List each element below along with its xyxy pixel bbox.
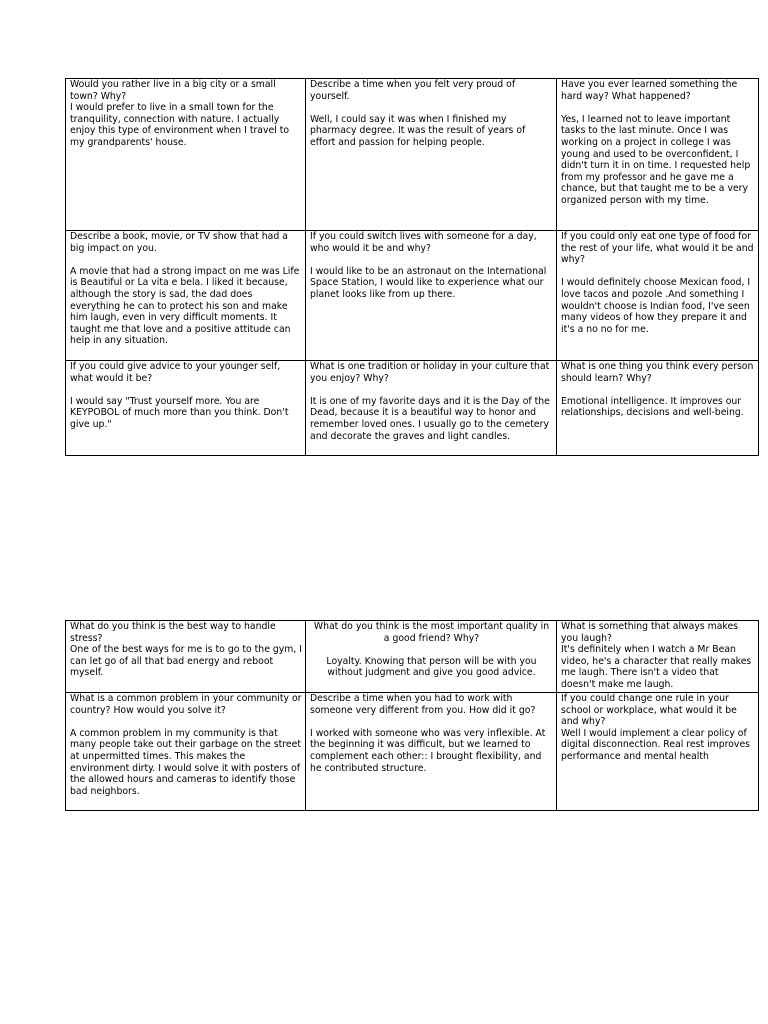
answer-text: Well I would implement a clear policy of digital disconnection. Real rest improves performance and mental health — [561, 727, 751, 762]
answer-text: Yes, I learned not to leave important tasks to the last minute. Once I was working on a project in college I was young and used to be overconfident, I didn't turn it in on time. I requested help from my professor and he gave me a chance, but that taught me to be a very organized person with my time. — [561, 113, 751, 206]
table-row — [66, 693, 759, 811]
questions-table-2 — [65, 620, 759, 811]
answer-text: A movie that had a strong impact on me was Life is Beautiful or La vita e bela. I liked it because, although the story is sad, the dad does everything he can to protect his son and make him laugh, even in very difficult moments. It taught me that love and a positive attitude can help in any situation. — [70, 265, 300, 347]
question-text: Would you rather live in a big city or a small town? Why? — [70, 79, 276, 102]
paragraph-gap — [310, 716, 553, 728]
question-text: Describe a time when you felt very proud of yourself. — [310, 79, 516, 102]
paragraph-gap — [561, 266, 755, 278]
question-text: Have you ever learned something the hard way? What happened? — [561, 79, 738, 102]
table-row — [66, 361, 759, 456]
answer-text: I would definitely choose Mexican food, I love tacos and pozole .And something I wouldn't choose is Indian food, I've seen many videos of how they prepare it and it's a no no for me. — [561, 277, 751, 335]
questions-table-1 — [65, 78, 759, 456]
question-cell — [306, 361, 557, 456]
question-cell — [557, 361, 759, 456]
paragraph-gap — [310, 384, 553, 396]
question-text: What is a common problem in your community or country? How would you solve it? — [70, 693, 302, 716]
answer-text: Well, I could say it was when I finished my pharmacy degree. It was the result of years of effort and passion for helping people. — [310, 113, 526, 148]
table-row — [66, 621, 759, 693]
paragraph-gap — [310, 254, 553, 266]
question-text: If you could only eat one type of food for the rest of your life, what would it be and why? — [561, 231, 754, 266]
paragraph-gap — [70, 716, 302, 728]
question-text: What is one thing you think every person should learn? Why? — [561, 361, 754, 384]
question-cell — [66, 693, 306, 811]
question-cell — [306, 231, 557, 361]
question-cell — [557, 79, 759, 231]
table-row — [66, 231, 759, 361]
answer-text: It is one of my favorite days and it is the Day of the Dead, because it is a beautiful way to honor and remember loved ones. I usually go to the cemetery and decorate the graves and light candles. — [310, 395, 550, 442]
question-text: What is something that always makes you laugh? — [561, 621, 739, 644]
answer-text: I would like to be an astronaut on the International Space Station, I would like to experience what our planet looks like from up there. — [310, 265, 547, 300]
answer-text: A common problem in my community is that many people take out their garbage on the street at unpermitted times. This makes the environment dirty. I would solve it with posters of the allowed hours and cameras to identify those bad neighbors. — [70, 727, 301, 797]
question-cell — [306, 693, 557, 811]
question-text: Describe a book, movie, or TV show that had a big impact on you. — [70, 231, 288, 254]
question-cell — [66, 231, 306, 361]
question-text: What do you think is the best way to handle stress? — [70, 621, 276, 644]
answer-text: One of the best ways for me is to go to the gym, I can let go of all that bad energy and reboot myself. — [70, 644, 302, 679]
paragraph-gap — [70, 384, 302, 396]
question-cell — [306, 79, 557, 231]
question-cell — [66, 621, 306, 693]
answer-text: It's definitely when I watch a Mr Bean video, he's a character that really makes me laugh. There isn't a video that doesn't make me laugh. — [561, 644, 752, 690]
answer-text: I worked with someone who was very inflexible. At the beginning it was difficult, but we learned to complement each other:: I brought flexibility, and he contributed structure. — [310, 727, 546, 774]
question-cell — [306, 621, 557, 693]
question-cell — [557, 693, 759, 811]
answer-text: I would prefer to live in a small town for the tranquility, connection with nature. I actually enjoy this type of environment when I travel to my grandparents' house. — [70, 102, 290, 148]
question-cell — [66, 79, 306, 231]
paragraph-gap — [561, 384, 755, 396]
question-text: If you could switch lives with someone for a day, who would it be and why? — [310, 231, 537, 254]
question-cell — [557, 621, 759, 693]
answer-text: Emotional intelligence. It improves our relationships, decisions and well-being. — [561, 395, 744, 419]
answer-text: I would say "Trust yourself more. You are KEYPOBOL of much more than you think. Don't give up." — [70, 395, 289, 430]
paragraph-gap — [310, 644, 553, 656]
question-text: If you could change one rule in your school or workplace, what would it be and why? — [561, 693, 737, 728]
question-text: If you could give advice to your younger self, what would it be? — [70, 361, 281, 384]
question-text: What is one tradition or holiday in your culture that you enjoy? Why? — [310, 361, 550, 384]
question-text: What do you think is the most important quality in a good friend? Why? — [313, 621, 550, 644]
question-text: Describe a time when you had to work with someone very different from you. How did it go? — [310, 693, 536, 716]
table-row — [66, 79, 759, 231]
answer-text: Loyalty. Knowing that person will be with you without judgment and give you good advice. — [326, 655, 537, 679]
paragraph-gap — [561, 102, 755, 114]
question-cell — [66, 361, 306, 456]
paragraph-gap — [310, 102, 553, 114]
question-cell — [557, 231, 759, 361]
paragraph-gap — [70, 254, 302, 266]
